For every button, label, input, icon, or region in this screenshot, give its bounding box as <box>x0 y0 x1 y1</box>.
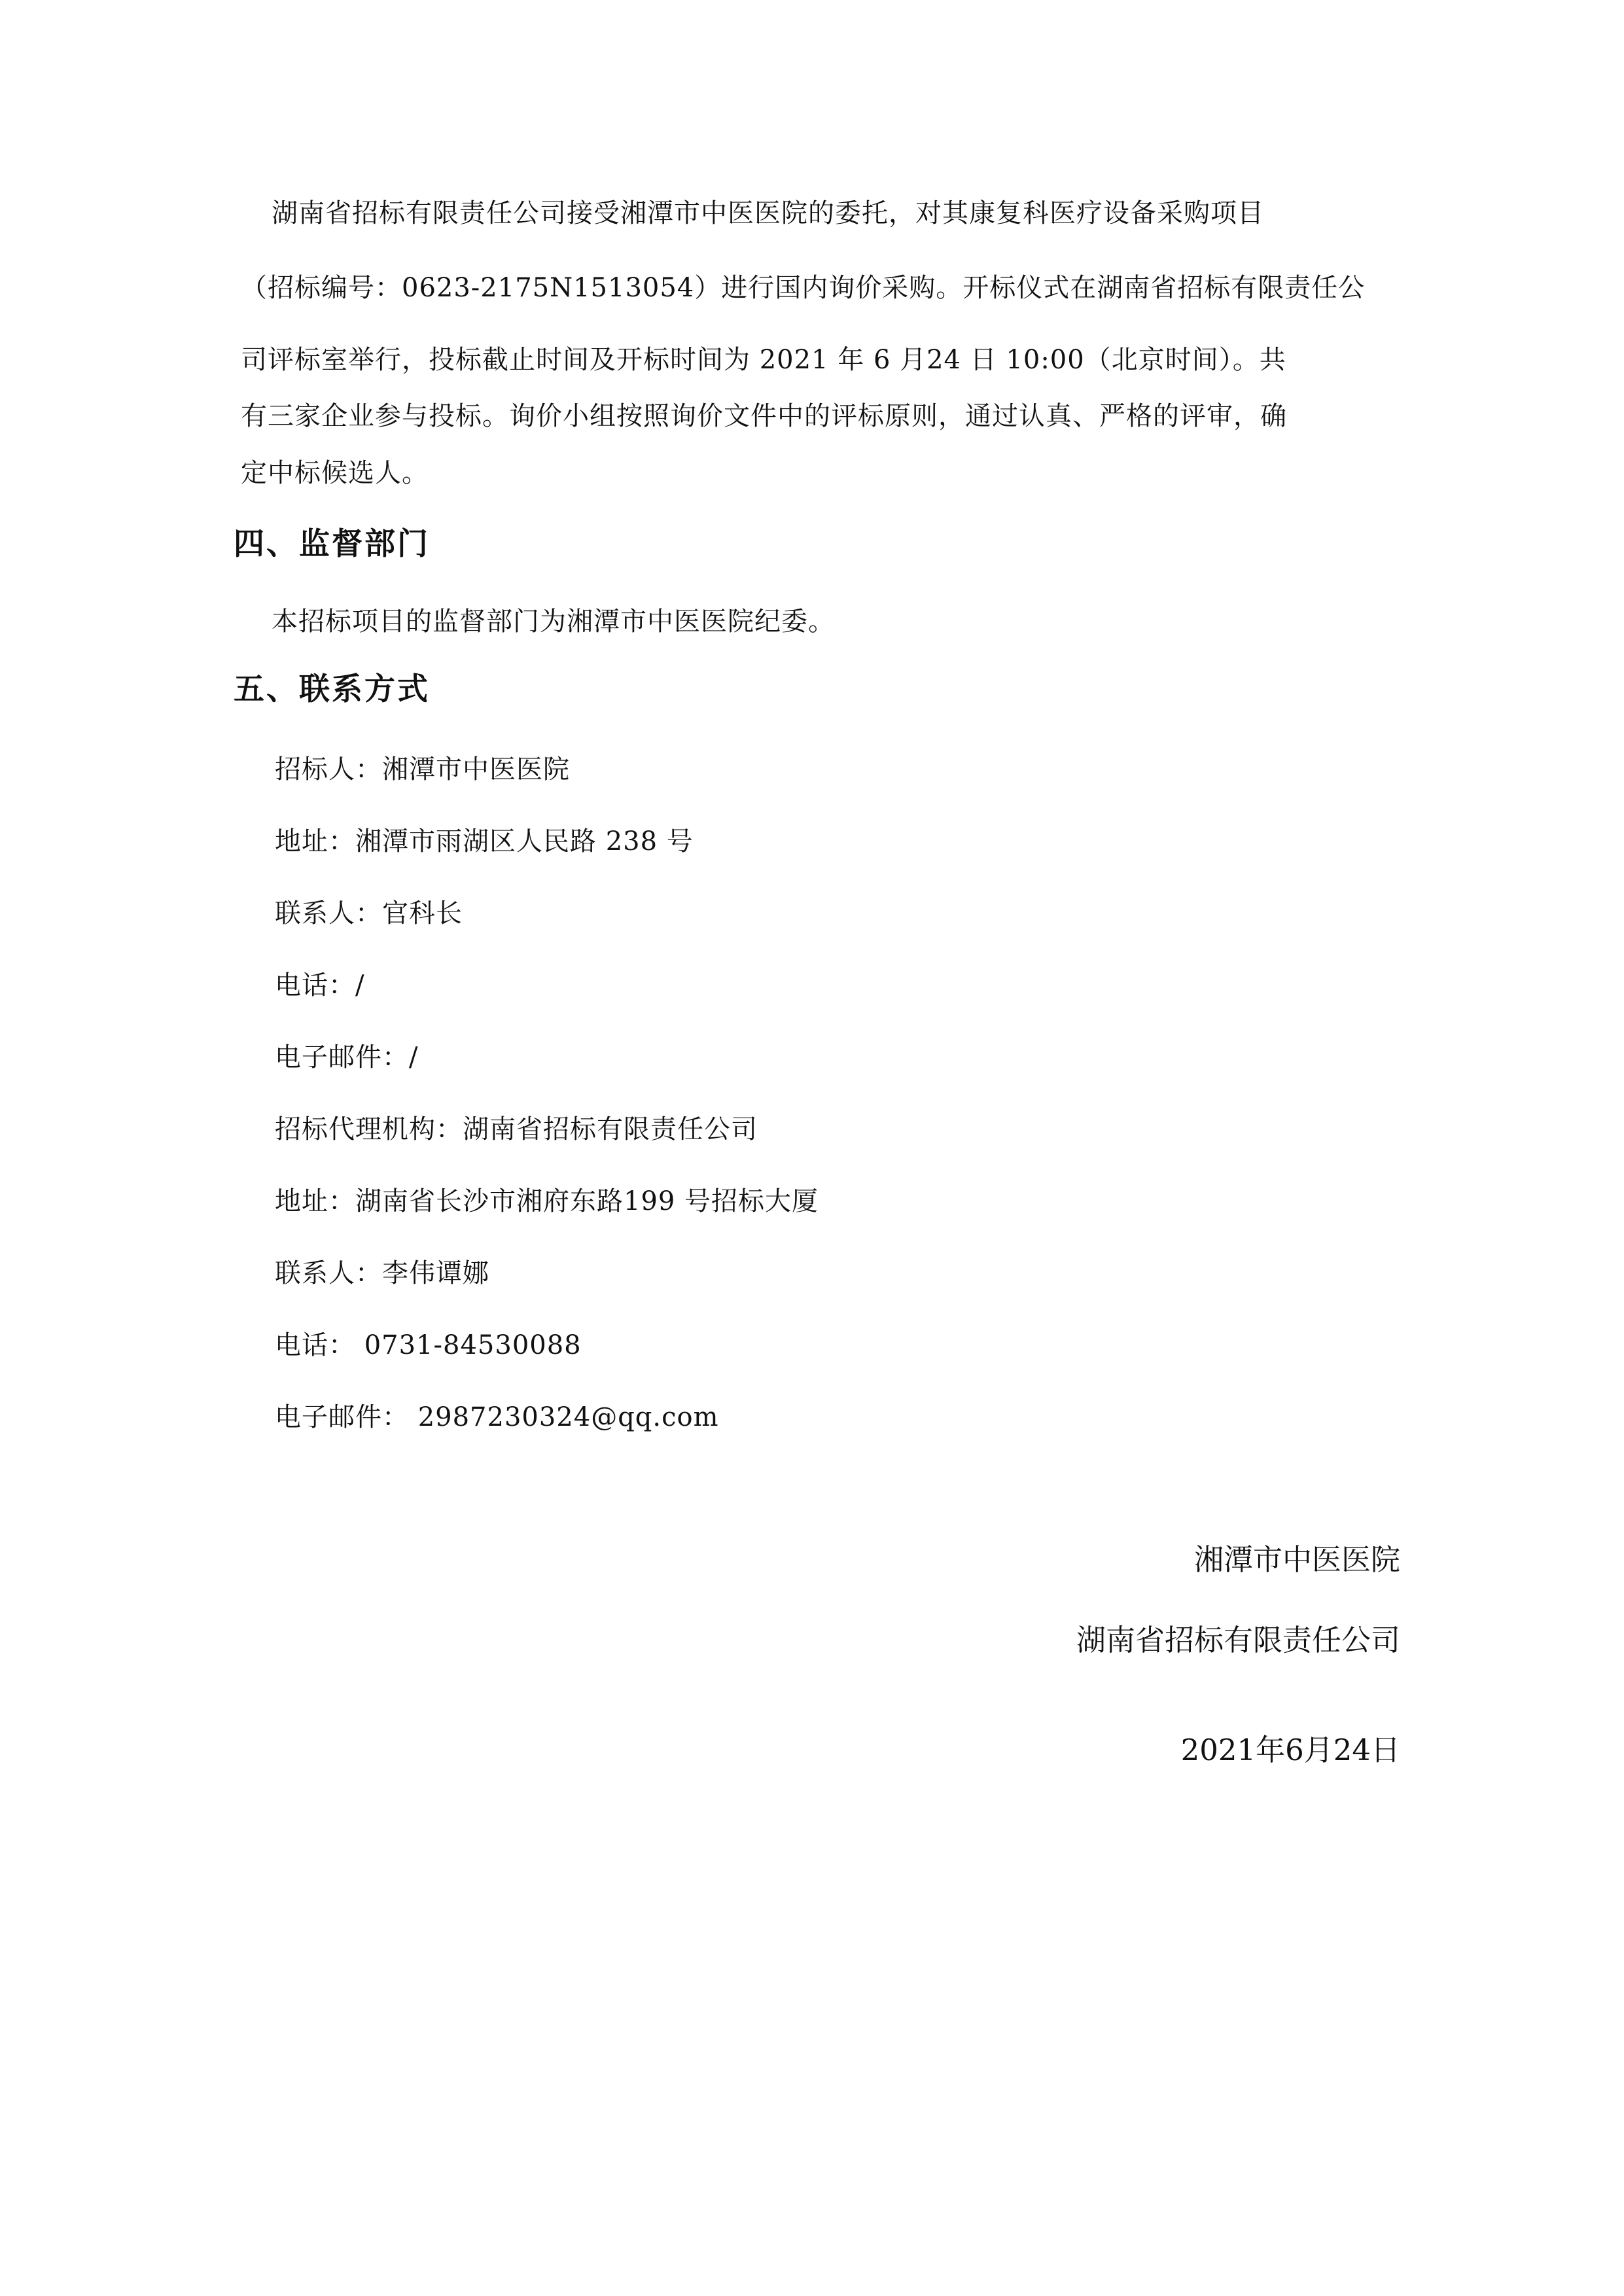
contact-tenderer-phone: 电话：/ <box>275 970 365 1000</box>
contact-agency-phone: 电话： 0731-84530088 <box>275 1330 582 1360</box>
signature-date: 2021年6月24日 <box>1180 1733 1400 1767</box>
intro-line-5: 定中标候选人。 <box>241 458 429 488</box>
signature-org-hospital: 湘潭市中医医院 <box>1193 1542 1400 1577</box>
section-5-heading: 五、联系方式 <box>234 671 430 707</box>
contact-tenderer-email: 电子邮件：/ <box>275 1042 419 1072</box>
intro-line-1: 湖南省招标有限责任公司接受湘潭市中医医院的委托，对其康复科医疗设备采购项目 <box>272 198 1264 228</box>
intro-line-2: （招标编号：0623-2175N1513054）进行国内询价采购。开标仪式在湖南省招标有限责任公 <box>241 273 1366 303</box>
intro-line-4: 有三家企业参与投标。询价小组按照询价文件中的评标原则，通过认真、严格的评审，确 <box>241 401 1287 431</box>
intro-line-3: 司评标室举行，投标截止时间及开标时间为 2021 年 6 月24 日 10:00（北京时间）。共 <box>241 345 1286 375</box>
contact-agency: 招标代理机构：湖南省招标有限责任公司 <box>275 1114 758 1144</box>
signature-org-agency: 湖南省招标有限责任公司 <box>1076 1623 1400 1657</box>
contact-agency-email: 电子邮件： 2987230324@qq.com <box>275 1402 719 1432</box>
contact-tenderer: 招标人：湘潭市中医医院 <box>275 754 570 785</box>
contact-tenderer-address: 地址：湘潭市雨湖区人民路 238 号 <box>275 826 694 857</box>
contact-agency-address: 地址：湖南省长沙市湘府东路199 号招标大厦 <box>275 1186 819 1216</box>
contact-tenderer-person: 联系人：官科长 <box>275 898 463 928</box>
section-4-text: 本招标项目的监督部门为湘潭市中医医院纪委。 <box>272 607 835 637</box>
contact-agency-person: 联系人：李伟谭娜 <box>275 1258 489 1288</box>
section-4-heading: 四、监督部门 <box>234 526 430 562</box>
